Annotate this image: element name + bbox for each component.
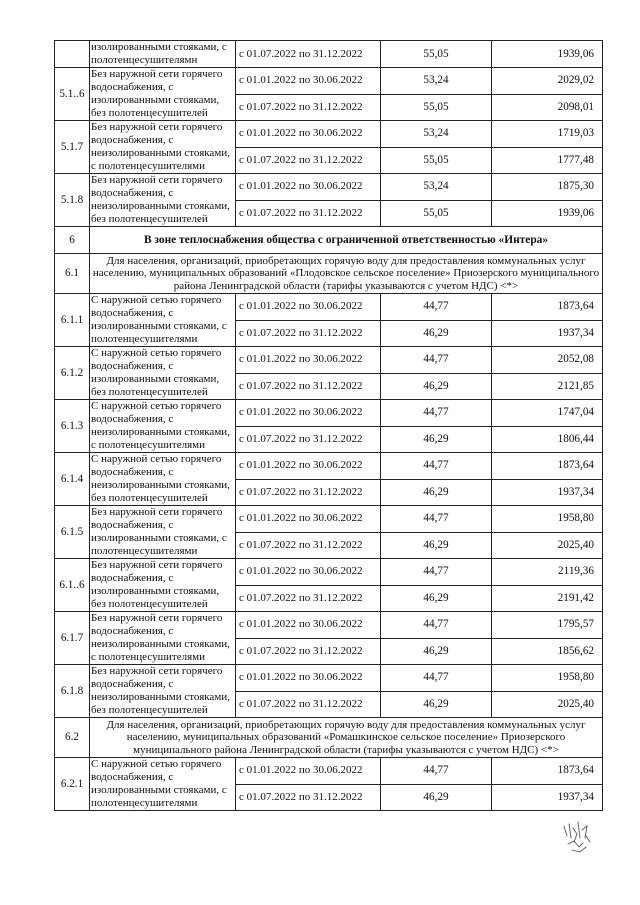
table-row <box>55 559 603 586</box>
tariff-value-cell: 1939,06 <box>492 41 603 68</box>
tariff-value-cell: 1747,04 <box>492 400 603 427</box>
subsection-text-cell: Для населения, организаций, приобретающих горячую воду для предоставления коммунальных услуг населению, муниципальных образований «Ромашкинское сельское поселение» Приозерского муниципального района Ленинградской области (тарифы указываются с учетом НДС) <*> <box>90 718 603 758</box>
item-description-cell: Без наружной сети горячего водоснабжения, с неизолированными стояками, с полотенцесушителями <box>90 121 236 174</box>
tariff-value-cell: 46,29 <box>381 426 492 453</box>
tariff-value-cell: 1937,34 <box>492 479 603 506</box>
item-description-cell: изолированными стояками, с полотенцесушителямн <box>90 41 236 68</box>
tariff-value-cell: 44,77 <box>381 612 492 639</box>
subsection-row <box>55 718 603 758</box>
period-cell: с 01.01.2022 по 30.06.2022 <box>236 121 381 148</box>
table-row <box>55 612 603 639</box>
tariff-value-cell: 1873,64 <box>492 758 603 785</box>
tariff-value-cell: 1873,64 <box>492 294 603 321</box>
item-number-cell: 6.1.1 <box>55 294 90 347</box>
tariff-value-cell: 46,29 <box>381 585 492 612</box>
tariff-value-cell: 2191,42 <box>492 585 603 612</box>
item-number-cell: 6.2.1 <box>55 758 90 811</box>
item-number-cell: 6.1.2 <box>55 347 90 400</box>
tariff-value-cell: 2029,02 <box>492 68 603 95</box>
tariff-value-cell: 53,24 <box>381 174 492 201</box>
period-cell: с 01.01.2022 по 30.06.2022 <box>236 612 381 639</box>
item-description-cell: Без наружной сети горячего водоснабжения, с неизолированными стояками, без полотенцесушителей <box>90 665 236 718</box>
pen-scribble-mark <box>560 818 596 858</box>
tariff-value-cell: 2025,40 <box>492 691 603 718</box>
table-row <box>55 174 603 201</box>
tariff-value-cell: 55,05 <box>381 94 492 121</box>
tariff-value-cell: 1958,80 <box>492 665 603 692</box>
tariff-table <box>54 40 603 811</box>
item-number-cell: 5.1..6 <box>55 68 90 121</box>
tariff-value-cell: 53,24 <box>381 68 492 95</box>
tariff-value-cell: 44,77 <box>381 665 492 692</box>
table-row <box>55 347 603 374</box>
tariff-value-cell: 44,77 <box>381 758 492 785</box>
item-number-cell: 6.1..6 <box>55 559 90 612</box>
tariff-value-cell: 55,05 <box>381 147 492 174</box>
tariff-value-cell: 1937,34 <box>492 784 603 811</box>
period-cell: с 01.01.2022 по 30.06.2022 <box>236 665 381 692</box>
item-number-cell: 5.1.8 <box>55 174 90 227</box>
period-cell: с 01.07.2022 по 31.12.2022 <box>236 691 381 718</box>
tariff-value-cell: 1795,57 <box>492 612 603 639</box>
period-cell: с 01.07.2022 по 31.12.2022 <box>236 532 381 559</box>
table-row <box>55 41 603 68</box>
period-cell: с 01.07.2022 по 31.12.2022 <box>236 426 381 453</box>
tariff-value-cell: 1719,03 <box>492 121 603 148</box>
tariff-value-cell: 44,77 <box>381 506 492 533</box>
tariff-value-cell: 46,29 <box>381 691 492 718</box>
section-number-cell: 6 <box>55 227 90 254</box>
tariff-value-cell: 2052,08 <box>492 347 603 374</box>
period-cell: с 01.07.2022 по 31.12.2022 <box>236 784 381 811</box>
item-description-cell: Без наружной сети горячего водоснабжения, с неизолированными стояками, без полотенцесушителей <box>90 174 236 227</box>
tariff-value-cell: 1937,34 <box>492 320 603 347</box>
period-cell: с 01.01.2022 по 30.06.2022 <box>236 174 381 201</box>
table-row <box>55 506 603 533</box>
tariff-value-cell: 44,77 <box>381 559 492 586</box>
tariff-value-cell: 1875,30 <box>492 174 603 201</box>
tariff-value-cell: 1856,62 <box>492 638 603 665</box>
item-description-cell: С наружной сетью горячего водоснабжения, с изолированными стояками, без полотенцесушителей <box>90 347 236 400</box>
tariff-table-body <box>55 41 603 811</box>
item-number-cell: 6.1.7 <box>55 612 90 665</box>
subsection-number-cell: 6.2 <box>55 718 90 758</box>
period-cell: с 01.01.2022 по 30.06.2022 <box>236 400 381 427</box>
tariff-value-cell: 46,29 <box>381 320 492 347</box>
tariff-value-cell: 44,77 <box>381 453 492 480</box>
table-row <box>55 294 603 321</box>
tariff-value-cell: 1958,80 <box>492 506 603 533</box>
period-cell: с 01.07.2022 по 31.12.2022 <box>236 94 381 121</box>
tariff-value-cell: 2121,85 <box>492 373 603 400</box>
subsection-number-cell: 6.1 <box>55 254 90 294</box>
period-cell: с 01.01.2022 по 30.06.2022 <box>236 347 381 374</box>
period-cell: с 01.07.2022 по 31.12.2022 <box>236 320 381 347</box>
tariff-value-cell: 44,77 <box>381 294 492 321</box>
tariff-value-cell: 46,29 <box>381 373 492 400</box>
tariff-value-cell: 55,05 <box>381 200 492 227</box>
period-cell: с 01.01.2022 по 30.06.2022 <box>236 294 381 321</box>
item-description-cell: С наружной сетью горячего водоснабжения, с неизолированными стояками, без полотенцесушителей <box>90 453 236 506</box>
subsection-row <box>55 254 603 294</box>
tariff-value-cell: 2098,01 <box>492 94 603 121</box>
tariff-value-cell: 1873,64 <box>492 453 603 480</box>
period-cell: с 01.07.2022 по 31.12.2022 <box>236 479 381 506</box>
item-description-cell: С наружной сетью горячего водоснабжения, с изолированными стояками, с полотенцесушителями <box>90 758 236 811</box>
period-cell: с 01.01.2022 по 30.06.2022 <box>236 453 381 480</box>
item-description-cell: Без наружной сети горячего водоснабжения, с изолированными стояками, без полотенцесушителей <box>90 559 236 612</box>
period-cell: с 01.07.2022 по 31.12.2022 <box>236 147 381 174</box>
tariff-value-cell: 2025,40 <box>492 532 603 559</box>
table-row <box>55 121 603 148</box>
tariff-value-cell: 1939,06 <box>492 200 603 227</box>
item-description-cell: Без наружной сети горячего водоснабжения, с изолированными стояками, с полотенцесушителями <box>90 506 236 559</box>
item-description-cell: Без наружной сети горячего водоснабжения, с неизолированными стояками, с полотенцесушителями <box>90 612 236 665</box>
table-row <box>55 453 603 480</box>
tariff-value-cell: 44,77 <box>381 400 492 427</box>
tariff-value-cell: 46,29 <box>381 479 492 506</box>
tariff-value-cell: 44,77 <box>381 347 492 374</box>
item-number-cell: 6.1.5 <box>55 506 90 559</box>
tariff-value-cell: 53,24 <box>381 121 492 148</box>
section-row <box>55 227 603 254</box>
item-number-cell <box>55 41 90 68</box>
item-number-cell: 6.1.4 <box>55 453 90 506</box>
period-cell: с 01.07.2022 по 31.12.2022 <box>236 41 381 68</box>
tariff-value-cell: 46,29 <box>381 532 492 559</box>
table-row <box>55 665 603 692</box>
period-cell: с 01.01.2022 по 30.06.2022 <box>236 559 381 586</box>
item-description-cell: С наружной сетью горячего водоснабжения, с изолированными стояками, с полотенцесушителями <box>90 294 236 347</box>
tariff-value-cell: 46,29 <box>381 638 492 665</box>
tariff-value-cell: 1777,48 <box>492 147 603 174</box>
table-row <box>55 68 603 95</box>
subsection-text-cell: Для населения, организаций, приобретающих горячую воду для предоставления коммунальных услуг населению, муниципальных образований «Плодовское сельское поселение» Приозерского муниципального района Ленинградской области (тарифы указываются с учетом НДС) <*> <box>90 254 603 294</box>
period-cell: с 01.01.2022 по 30.06.2022 <box>236 506 381 533</box>
period-cell: с 01.01.2022 по 30.06.2022 <box>236 68 381 95</box>
table-row <box>55 400 603 427</box>
table-row <box>55 758 603 785</box>
period-cell: с 01.07.2022 по 31.12.2022 <box>236 585 381 612</box>
period-cell: с 01.07.2022 по 31.12.2022 <box>236 638 381 665</box>
tariff-value-cell: 55,05 <box>381 41 492 68</box>
item-number-cell: 6.1.8 <box>55 665 90 718</box>
item-description-cell: С наружной сетью горячего водоснабжения, с неизолированными стояками, с полотенцесушителями <box>90 400 236 453</box>
tariff-value-cell: 46,29 <box>381 784 492 811</box>
item-number-cell: 6.1.3 <box>55 400 90 453</box>
tariff-value-cell: 1806,44 <box>492 426 603 453</box>
period-cell: с 01.07.2022 по 31.12.2022 <box>236 200 381 227</box>
period-cell: с 01.07.2022 по 31.12.2022 <box>236 373 381 400</box>
item-number-cell: 5.1.7 <box>55 121 90 174</box>
section-title-cell: В зоне теплоснабжения общества с ограниченной ответственностью «Интера» <box>90 227 603 254</box>
period-cell: с 01.01.2022 по 30.06.2022 <box>236 758 381 785</box>
tariff-value-cell: 2119,36 <box>492 559 603 586</box>
item-description-cell: Без наружной сети горячего водоснабжения, с изолированными стояками, без полотенцесушителей <box>90 68 236 121</box>
